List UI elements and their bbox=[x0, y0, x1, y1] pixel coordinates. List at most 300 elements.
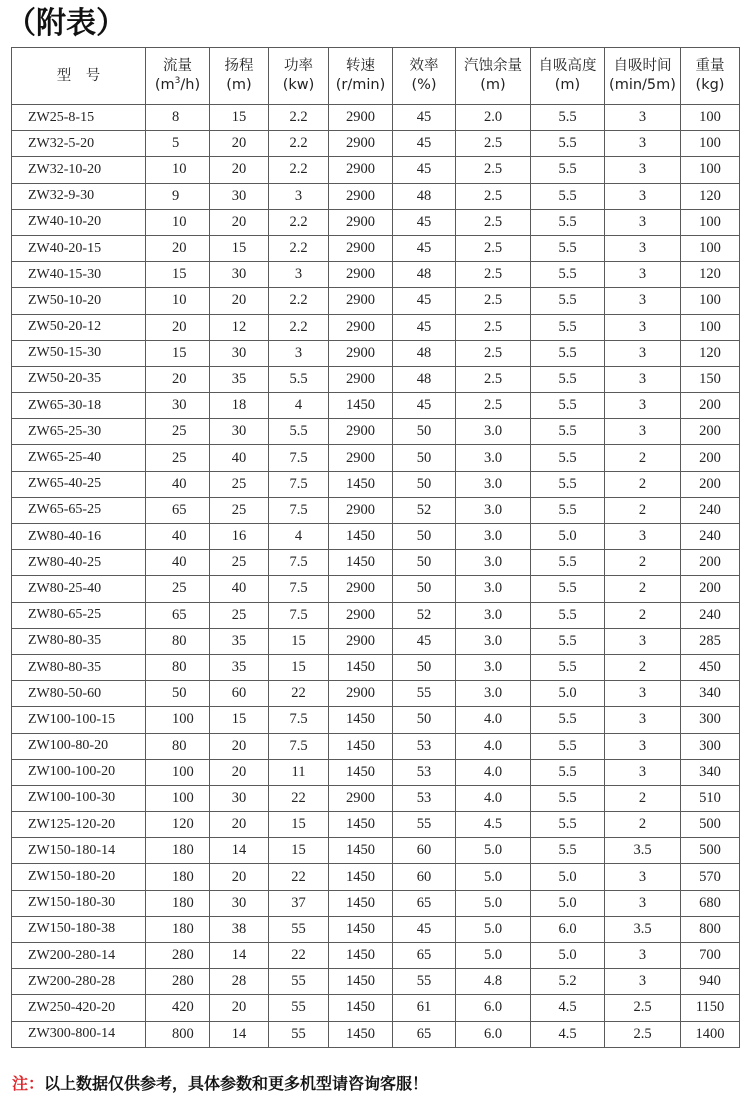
cell-power: 15 bbox=[269, 812, 329, 838]
cell-speed: 2900 bbox=[329, 340, 393, 366]
cell-npsh: 2.0 bbox=[456, 105, 531, 131]
cell-weight: 100 bbox=[681, 209, 740, 235]
table-row bbox=[12, 995, 740, 1021]
cell-model: ZW150-180-14 bbox=[12, 838, 146, 864]
cell-suction-time: 2 bbox=[605, 471, 681, 497]
table-row bbox=[12, 288, 740, 314]
cell-suction-height: 5.5 bbox=[531, 393, 605, 419]
cell-model: ZW250-420-20 bbox=[12, 995, 146, 1021]
cell-model: ZW50-15-30 bbox=[12, 340, 146, 366]
cell-weight: 200 bbox=[681, 419, 740, 445]
cell-weight: 500 bbox=[681, 838, 740, 864]
table-row bbox=[12, 550, 740, 576]
cell-model: ZW150-180-30 bbox=[12, 890, 146, 916]
header-head: 扬程 (m) bbox=[210, 48, 269, 105]
table-row bbox=[12, 131, 740, 157]
table-row bbox=[12, 654, 740, 680]
cell-speed: 1450 bbox=[329, 759, 393, 785]
cell-suction-height: 5.0 bbox=[531, 864, 605, 890]
table-row bbox=[12, 812, 740, 838]
cell-flow: 180 bbox=[146, 890, 210, 916]
cell-efficiency: 53 bbox=[393, 759, 456, 785]
cell-flow: 15 bbox=[146, 340, 210, 366]
cell-efficiency: 48 bbox=[393, 183, 456, 209]
cell-suction-time: 3 bbox=[605, 969, 681, 995]
cell-suction-height: 5.5 bbox=[531, 838, 605, 864]
cell-suction-time: 3.5 bbox=[605, 838, 681, 864]
cell-power: 22 bbox=[269, 681, 329, 707]
cell-weight: 500 bbox=[681, 812, 740, 838]
cell-head: 14 bbox=[210, 838, 269, 864]
table-row bbox=[12, 943, 740, 969]
cell-model: ZW80-80-35 bbox=[12, 654, 146, 680]
cell-efficiency: 65 bbox=[393, 1021, 456, 1047]
header-model: 型 号 bbox=[12, 48, 146, 105]
cell-model: ZW50-20-12 bbox=[12, 314, 146, 340]
cell-suction-height: 4.5 bbox=[531, 1021, 605, 1047]
cell-speed: 2900 bbox=[329, 576, 393, 602]
cell-suction-height: 5.5 bbox=[531, 183, 605, 209]
cell-flow: 20 bbox=[146, 235, 210, 261]
table-body bbox=[12, 105, 740, 1048]
cell-power: 22 bbox=[269, 785, 329, 811]
cell-head: 35 bbox=[210, 654, 269, 680]
cell-weight: 120 bbox=[681, 262, 740, 288]
cell-speed: 2900 bbox=[329, 288, 393, 314]
cell-speed: 2900 bbox=[329, 628, 393, 654]
cell-power: 2.2 bbox=[269, 209, 329, 235]
cell-suction-height: 5.5 bbox=[531, 707, 605, 733]
cell-efficiency: 48 bbox=[393, 340, 456, 366]
cell-suction-time: 3 bbox=[605, 157, 681, 183]
cell-flow: 10 bbox=[146, 157, 210, 183]
cell-flow: 280 bbox=[146, 943, 210, 969]
cell-speed: 1450 bbox=[329, 916, 393, 942]
cell-model: ZW65-40-25 bbox=[12, 471, 146, 497]
cell-power: 3 bbox=[269, 183, 329, 209]
cell-speed: 2900 bbox=[329, 262, 393, 288]
cell-power: 15 bbox=[269, 838, 329, 864]
cell-efficiency: 60 bbox=[393, 838, 456, 864]
cell-suction-time: 2 bbox=[605, 654, 681, 680]
cell-efficiency: 50 bbox=[393, 524, 456, 550]
cell-power: 11 bbox=[269, 759, 329, 785]
cell-power: 5.5 bbox=[269, 366, 329, 392]
cell-head: 20 bbox=[210, 209, 269, 235]
cell-power: 7.5 bbox=[269, 471, 329, 497]
cell-speed: 2900 bbox=[329, 785, 393, 811]
cell-head: 18 bbox=[210, 393, 269, 419]
cell-efficiency: 60 bbox=[393, 864, 456, 890]
cell-model: ZW125-120-20 bbox=[12, 812, 146, 838]
cell-flow: 8 bbox=[146, 105, 210, 131]
cell-npsh: 2.5 bbox=[456, 393, 531, 419]
cell-suction-time: 2.5 bbox=[605, 1021, 681, 1047]
cell-model: ZW50-20-35 bbox=[12, 366, 146, 392]
cell-model: ZW40-15-30 bbox=[12, 262, 146, 288]
cell-suction-height: 5.5 bbox=[531, 419, 605, 445]
cell-suction-time: 3 bbox=[605, 262, 681, 288]
cell-suction-time: 3 bbox=[605, 131, 681, 157]
table-row bbox=[12, 314, 740, 340]
cell-flow: 100 bbox=[146, 785, 210, 811]
table-row bbox=[12, 366, 740, 392]
cell-npsh: 2.5 bbox=[456, 288, 531, 314]
header-power: 功率 (kw) bbox=[269, 48, 329, 105]
cell-speed: 2900 bbox=[329, 497, 393, 523]
table-row bbox=[12, 969, 740, 995]
cell-efficiency: 45 bbox=[393, 157, 456, 183]
cell-flow: 420 bbox=[146, 995, 210, 1021]
cell-speed: 2900 bbox=[329, 602, 393, 628]
table-row bbox=[12, 785, 740, 811]
cell-weight: 1150 bbox=[681, 995, 740, 1021]
cell-efficiency: 55 bbox=[393, 812, 456, 838]
cell-npsh: 3.0 bbox=[456, 681, 531, 707]
cell-npsh: 2.5 bbox=[456, 340, 531, 366]
cell-suction-height: 5.0 bbox=[531, 890, 605, 916]
cell-flow: 40 bbox=[146, 524, 210, 550]
table-row bbox=[12, 262, 740, 288]
cell-suction-height: 5.5 bbox=[531, 157, 605, 183]
cell-head: 28 bbox=[210, 969, 269, 995]
cell-flow: 25 bbox=[146, 576, 210, 602]
cell-model: ZW80-40-25 bbox=[12, 550, 146, 576]
cell-weight: 680 bbox=[681, 890, 740, 916]
cell-suction-time: 3 bbox=[605, 759, 681, 785]
cell-suction-time: 2 bbox=[605, 576, 681, 602]
cell-model: ZW65-30-18 bbox=[12, 393, 146, 419]
cell-suction-height: 5.5 bbox=[531, 131, 605, 157]
cell-power: 4 bbox=[269, 524, 329, 550]
cell-suction-time: 3 bbox=[605, 524, 681, 550]
cell-power: 7.5 bbox=[269, 576, 329, 602]
cell-suction-height: 5.5 bbox=[531, 235, 605, 261]
cell-head: 30 bbox=[210, 262, 269, 288]
cell-model: ZW200-280-28 bbox=[12, 969, 146, 995]
cell-speed: 1450 bbox=[329, 550, 393, 576]
cell-head: 30 bbox=[210, 183, 269, 209]
cell-head: 20 bbox=[210, 812, 269, 838]
cell-suction-height: 5.0 bbox=[531, 943, 605, 969]
cell-suction-height: 5.2 bbox=[531, 969, 605, 995]
cell-head: 30 bbox=[210, 890, 269, 916]
cell-flow: 30 bbox=[146, 393, 210, 419]
cell-weight: 100 bbox=[681, 288, 740, 314]
cell-npsh: 2.5 bbox=[456, 235, 531, 261]
cell-efficiency: 48 bbox=[393, 262, 456, 288]
cell-weight: 1400 bbox=[681, 1021, 740, 1047]
cell-speed: 2900 bbox=[329, 235, 393, 261]
cell-weight: 570 bbox=[681, 864, 740, 890]
cell-flow: 50 bbox=[146, 681, 210, 707]
cell-flow: 40 bbox=[146, 471, 210, 497]
cell-head: 20 bbox=[210, 157, 269, 183]
cell-power: 3 bbox=[269, 340, 329, 366]
cell-head: 25 bbox=[210, 602, 269, 628]
cell-suction-time: 3 bbox=[605, 288, 681, 314]
cell-weight: 700 bbox=[681, 943, 740, 969]
cell-weight: 200 bbox=[681, 576, 740, 602]
cell-head: 14 bbox=[210, 943, 269, 969]
cell-npsh: 3.0 bbox=[456, 445, 531, 471]
cell-suction-height: 5.5 bbox=[531, 785, 605, 811]
cell-weight: 100 bbox=[681, 314, 740, 340]
cell-flow: 120 bbox=[146, 812, 210, 838]
cell-head: 16 bbox=[210, 524, 269, 550]
cell-model: ZW100-100-30 bbox=[12, 785, 146, 811]
cell-suction-time: 2.5 bbox=[605, 995, 681, 1021]
table-header-row bbox=[12, 48, 740, 105]
cell-suction-time: 3.5 bbox=[605, 916, 681, 942]
cell-npsh: 2.5 bbox=[456, 131, 531, 157]
cell-weight: 100 bbox=[681, 235, 740, 261]
cell-flow: 80 bbox=[146, 733, 210, 759]
cell-npsh: 3.0 bbox=[456, 550, 531, 576]
header-npsh: 汽蚀余量 (m) bbox=[456, 48, 531, 105]
cell-flow: 25 bbox=[146, 419, 210, 445]
table-row bbox=[12, 419, 740, 445]
cell-power: 7.5 bbox=[269, 602, 329, 628]
cell-suction-height: 5.5 bbox=[531, 628, 605, 654]
cell-weight: 240 bbox=[681, 497, 740, 523]
cell-head: 14 bbox=[210, 1021, 269, 1047]
cell-power: 22 bbox=[269, 943, 329, 969]
table-row bbox=[12, 864, 740, 890]
cell-head: 38 bbox=[210, 916, 269, 942]
table-row bbox=[12, 916, 740, 942]
cell-efficiency: 65 bbox=[393, 943, 456, 969]
cell-weight: 510 bbox=[681, 785, 740, 811]
cell-speed: 1450 bbox=[329, 1021, 393, 1047]
cell-efficiency: 48 bbox=[393, 366, 456, 392]
cell-speed: 1450 bbox=[329, 733, 393, 759]
cell-power: 2.2 bbox=[269, 235, 329, 261]
cell-model: ZW65-25-30 bbox=[12, 419, 146, 445]
cell-npsh: 3.0 bbox=[456, 602, 531, 628]
cell-head: 15 bbox=[210, 235, 269, 261]
cell-efficiency: 53 bbox=[393, 733, 456, 759]
cell-model: ZW100-80-20 bbox=[12, 733, 146, 759]
cell-suction-time: 3 bbox=[605, 864, 681, 890]
cell-weight: 100 bbox=[681, 131, 740, 157]
cell-suction-height: 5.5 bbox=[531, 314, 605, 340]
cell-suction-height: 5.5 bbox=[531, 471, 605, 497]
table-row bbox=[12, 105, 740, 131]
cell-weight: 120 bbox=[681, 340, 740, 366]
cell-suction-height: 5.0 bbox=[531, 524, 605, 550]
cell-flow: 100 bbox=[146, 759, 210, 785]
cell-suction-time: 3 bbox=[605, 314, 681, 340]
cell-npsh: 3.0 bbox=[456, 576, 531, 602]
cell-power: 7.5 bbox=[269, 707, 329, 733]
cell-npsh: 3.0 bbox=[456, 524, 531, 550]
cell-flow: 40 bbox=[146, 550, 210, 576]
cell-flow: 9 bbox=[146, 183, 210, 209]
table-row bbox=[12, 471, 740, 497]
cell-speed: 1450 bbox=[329, 890, 393, 916]
cell-npsh: 6.0 bbox=[456, 1021, 531, 1047]
cell-efficiency: 53 bbox=[393, 785, 456, 811]
cell-efficiency: 52 bbox=[393, 497, 456, 523]
cell-speed: 2900 bbox=[329, 314, 393, 340]
table-row bbox=[12, 628, 740, 654]
cell-head: 40 bbox=[210, 445, 269, 471]
cell-power: 55 bbox=[269, 969, 329, 995]
cell-npsh: 2.5 bbox=[456, 183, 531, 209]
cell-efficiency: 45 bbox=[393, 105, 456, 131]
cell-head: 35 bbox=[210, 366, 269, 392]
table-row bbox=[12, 576, 740, 602]
cell-head: 20 bbox=[210, 864, 269, 890]
cell-power: 7.5 bbox=[269, 733, 329, 759]
cell-suction-height: 5.5 bbox=[531, 654, 605, 680]
cell-npsh: 4.8 bbox=[456, 969, 531, 995]
cell-efficiency: 45 bbox=[393, 131, 456, 157]
cell-suction-time: 3 bbox=[605, 183, 681, 209]
table-row bbox=[12, 681, 740, 707]
cell-flow: 180 bbox=[146, 916, 210, 942]
cell-model: ZW80-80-35 bbox=[12, 628, 146, 654]
cell-head: 20 bbox=[210, 288, 269, 314]
cell-flow: 20 bbox=[146, 366, 210, 392]
table-row bbox=[12, 759, 740, 785]
cell-power: 55 bbox=[269, 1021, 329, 1047]
table-row bbox=[12, 707, 740, 733]
cell-power: 55 bbox=[269, 995, 329, 1021]
cell-model: ZW65-65-25 bbox=[12, 497, 146, 523]
cell-npsh: 4.0 bbox=[456, 759, 531, 785]
cell-efficiency: 65 bbox=[393, 890, 456, 916]
cell-weight: 200 bbox=[681, 445, 740, 471]
cell-suction-time: 3 bbox=[605, 419, 681, 445]
cell-suction-time: 3 bbox=[605, 209, 681, 235]
table-row bbox=[12, 235, 740, 261]
cell-power: 22 bbox=[269, 864, 329, 890]
cell-suction-time: 3 bbox=[605, 943, 681, 969]
cell-head: 20 bbox=[210, 733, 269, 759]
cell-model: ZW32-10-20 bbox=[12, 157, 146, 183]
cell-npsh: 2.5 bbox=[456, 209, 531, 235]
cell-weight: 300 bbox=[681, 733, 740, 759]
cell-flow: 65 bbox=[146, 497, 210, 523]
cell-speed: 1450 bbox=[329, 864, 393, 890]
cell-model: ZW40-10-20 bbox=[12, 209, 146, 235]
footnote-label: 注： bbox=[12, 1074, 45, 1093]
cell-suction-time: 3 bbox=[605, 707, 681, 733]
cell-efficiency: 50 bbox=[393, 654, 456, 680]
cell-model: ZW150-180-20 bbox=[12, 864, 146, 890]
cell-weight: 300 bbox=[681, 707, 740, 733]
cell-flow: 80 bbox=[146, 628, 210, 654]
cell-model: ZW32-9-30 bbox=[12, 183, 146, 209]
cell-flow: 800 bbox=[146, 1021, 210, 1047]
cell-power: 2.2 bbox=[269, 131, 329, 157]
header-weight: 重量 (kg) bbox=[681, 48, 740, 105]
table-row bbox=[12, 890, 740, 916]
cell-weight: 285 bbox=[681, 628, 740, 654]
cell-speed: 1450 bbox=[329, 838, 393, 864]
cell-flow: 65 bbox=[146, 602, 210, 628]
table-row bbox=[12, 838, 740, 864]
table-row bbox=[12, 393, 740, 419]
cell-efficiency: 45 bbox=[393, 288, 456, 314]
cell-suction-time: 2 bbox=[605, 602, 681, 628]
cell-head: 40 bbox=[210, 576, 269, 602]
cell-npsh: 5.0 bbox=[456, 890, 531, 916]
cell-head: 30 bbox=[210, 340, 269, 366]
cell-weight: 240 bbox=[681, 524, 740, 550]
cell-weight: 940 bbox=[681, 969, 740, 995]
cell-speed: 1450 bbox=[329, 654, 393, 680]
cell-speed: 2900 bbox=[329, 131, 393, 157]
cell-efficiency: 45 bbox=[393, 235, 456, 261]
spec-table bbox=[11, 47, 740, 1048]
cell-npsh: 3.0 bbox=[456, 419, 531, 445]
cell-flow: 20 bbox=[146, 314, 210, 340]
cell-suction-height: 5.5 bbox=[531, 576, 605, 602]
cell-power: 7.5 bbox=[269, 497, 329, 523]
cell-model: ZW200-280-14 bbox=[12, 943, 146, 969]
cell-suction-time: 3 bbox=[605, 890, 681, 916]
cell-suction-time: 3 bbox=[605, 366, 681, 392]
cell-suction-time: 3 bbox=[605, 681, 681, 707]
cell-suction-height: 5.5 bbox=[531, 497, 605, 523]
cell-model: ZW80-65-25 bbox=[12, 602, 146, 628]
cell-npsh: 5.0 bbox=[456, 916, 531, 942]
cell-speed: 1450 bbox=[329, 471, 393, 497]
cell-power: 55 bbox=[269, 916, 329, 942]
cell-npsh: 2.5 bbox=[456, 366, 531, 392]
cell-suction-time: 2 bbox=[605, 497, 681, 523]
cell-head: 25 bbox=[210, 550, 269, 576]
cell-weight: 340 bbox=[681, 681, 740, 707]
cell-npsh: 2.5 bbox=[456, 157, 531, 183]
footnote-text: 以上数据仅供参考，具体参数和更多机型请咨询客服！ bbox=[44, 1074, 429, 1093]
cell-weight: 100 bbox=[681, 157, 740, 183]
cell-npsh: 6.0 bbox=[456, 995, 531, 1021]
cell-suction-time: 3 bbox=[605, 393, 681, 419]
cell-efficiency: 61 bbox=[393, 995, 456, 1021]
cell-model: ZW80-25-40 bbox=[12, 576, 146, 602]
cell-head: 20 bbox=[210, 759, 269, 785]
cell-npsh: 3.0 bbox=[456, 654, 531, 680]
cell-power: 2.2 bbox=[269, 105, 329, 131]
cell-head: 15 bbox=[210, 105, 269, 131]
cell-speed: 1450 bbox=[329, 393, 393, 419]
cell-weight: 240 bbox=[681, 602, 740, 628]
cell-npsh: 5.0 bbox=[456, 864, 531, 890]
cell-suction-height: 5.0 bbox=[531, 681, 605, 707]
cell-speed: 2900 bbox=[329, 366, 393, 392]
cell-efficiency: 55 bbox=[393, 969, 456, 995]
cell-speed: 2900 bbox=[329, 419, 393, 445]
cell-weight: 340 bbox=[681, 759, 740, 785]
cell-power: 15 bbox=[269, 628, 329, 654]
cell-head: 15 bbox=[210, 707, 269, 733]
cell-flow: 180 bbox=[146, 838, 210, 864]
page-title: （附表） bbox=[6, 6, 126, 41]
cell-head: 30 bbox=[210, 785, 269, 811]
cell-weight: 100 bbox=[681, 105, 740, 131]
cell-head: 20 bbox=[210, 995, 269, 1021]
cell-head: 12 bbox=[210, 314, 269, 340]
cell-flow: 5 bbox=[146, 131, 210, 157]
cell-power: 7.5 bbox=[269, 445, 329, 471]
table-row bbox=[12, 524, 740, 550]
cell-suction-height: 5.5 bbox=[531, 262, 605, 288]
cell-suction-time: 3 bbox=[605, 628, 681, 654]
